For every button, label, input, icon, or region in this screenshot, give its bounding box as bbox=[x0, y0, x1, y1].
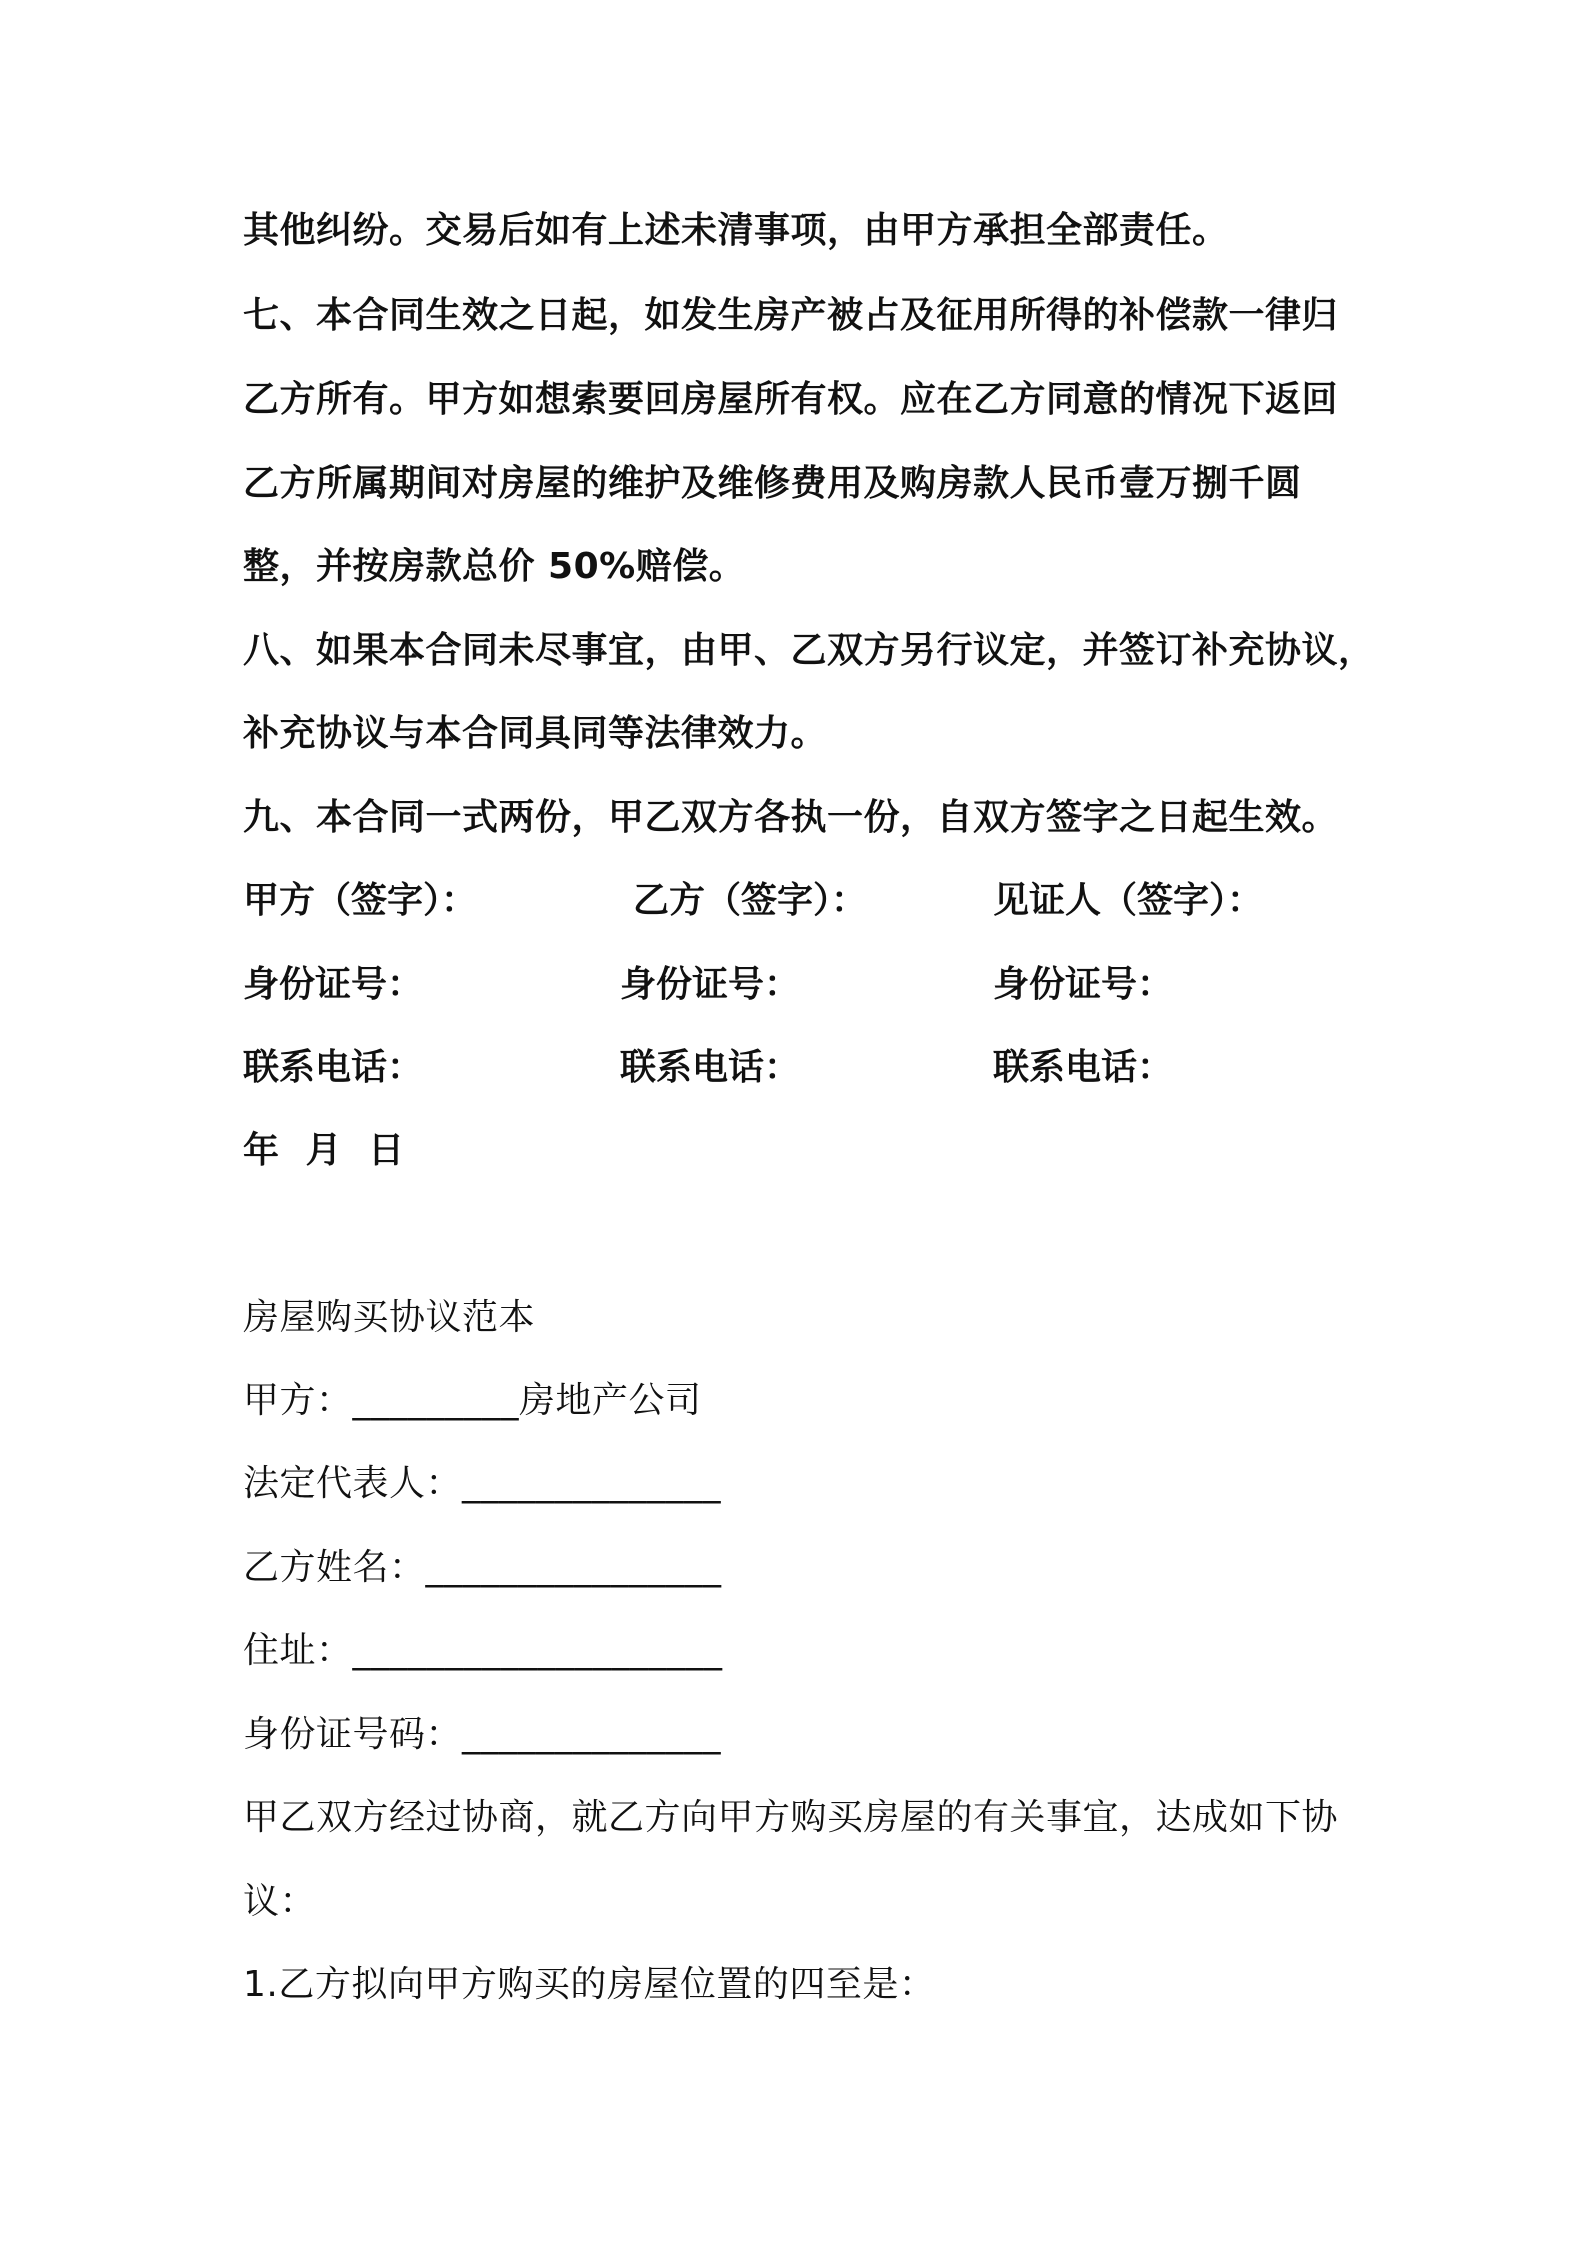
party-b-name-field: 乙方姓名：________________ bbox=[243, 1547, 722, 1588]
party-a-signature-label: 甲方（签字）： bbox=[243, 880, 478, 921]
clause-seven-line: 整，并按房款总价 50%赔偿。 bbox=[243, 546, 746, 587]
agreement-intro-line: 议： bbox=[243, 1881, 317, 1922]
clause-eight-line: 八、如果本合同未尽事宜，由甲、乙双方另行议定，并签订补充协议， bbox=[243, 630, 1375, 671]
witness-id-label: 身份证号： bbox=[993, 964, 1174, 1005]
clause-seven-line: 七、本合同生效之日起，如发生房产被占及征用所得的补偿款一律归 bbox=[243, 295, 1339, 336]
party-b-id-label: 身份证号： bbox=[620, 964, 801, 1005]
address-field: 住址：____________________ bbox=[243, 1630, 723, 1671]
clause-nine-line: 九、本合同一式两份，甲乙双方各执一份，自双方签字之日起生效。 bbox=[243, 797, 1339, 838]
party-a-phone-label: 联系电话： bbox=[243, 1047, 424, 1088]
party-a-field: 甲方：_________房地产公司 bbox=[243, 1380, 702, 1421]
clause-seven-line: 乙方所有。甲方如想索要回房屋所有权。应在乙方同意的情况下返回 bbox=[243, 379, 1339, 420]
agreement-title: 房屋购买协议范本 bbox=[243, 1297, 536, 1338]
id-number-field: 身份证号码：______________ bbox=[243, 1714, 722, 1755]
clause-eight-line: 补充协议与本合同具同等法律效力。 bbox=[243, 713, 828, 754]
party-a-id-label: 身份证号： bbox=[243, 964, 424, 1005]
paragraph-line: 其他纠纷。交易后如有上述未清事项，由甲方承担全部责任。 bbox=[243, 210, 1229, 251]
agreement-intro-line: 甲乙双方经过协商，就乙方向甲方购买房屋的有关事宜，达成如下协 bbox=[243, 1797, 1339, 1838]
party-b-phone-label: 联系电话： bbox=[620, 1047, 801, 1088]
legal-representative-field: 法定代表人：______________ bbox=[243, 1463, 722, 1504]
party-b-signature-label: 乙方（签字）： bbox=[633, 880, 868, 921]
witness-signature-label: 见证人（签字）： bbox=[993, 880, 1264, 921]
witness-phone-label: 联系电话： bbox=[993, 1047, 1174, 1088]
clause-seven-line: 乙方所属期间对房屋的维护及维修费用及购房款人民币壹万捌千圆 bbox=[243, 463, 1302, 504]
agreement-item-one: 1.乙方拟向甲方购买的房屋位置的四至是： bbox=[243, 1964, 936, 2005]
date-line: 年 月 日 bbox=[243, 1130, 405, 1171]
